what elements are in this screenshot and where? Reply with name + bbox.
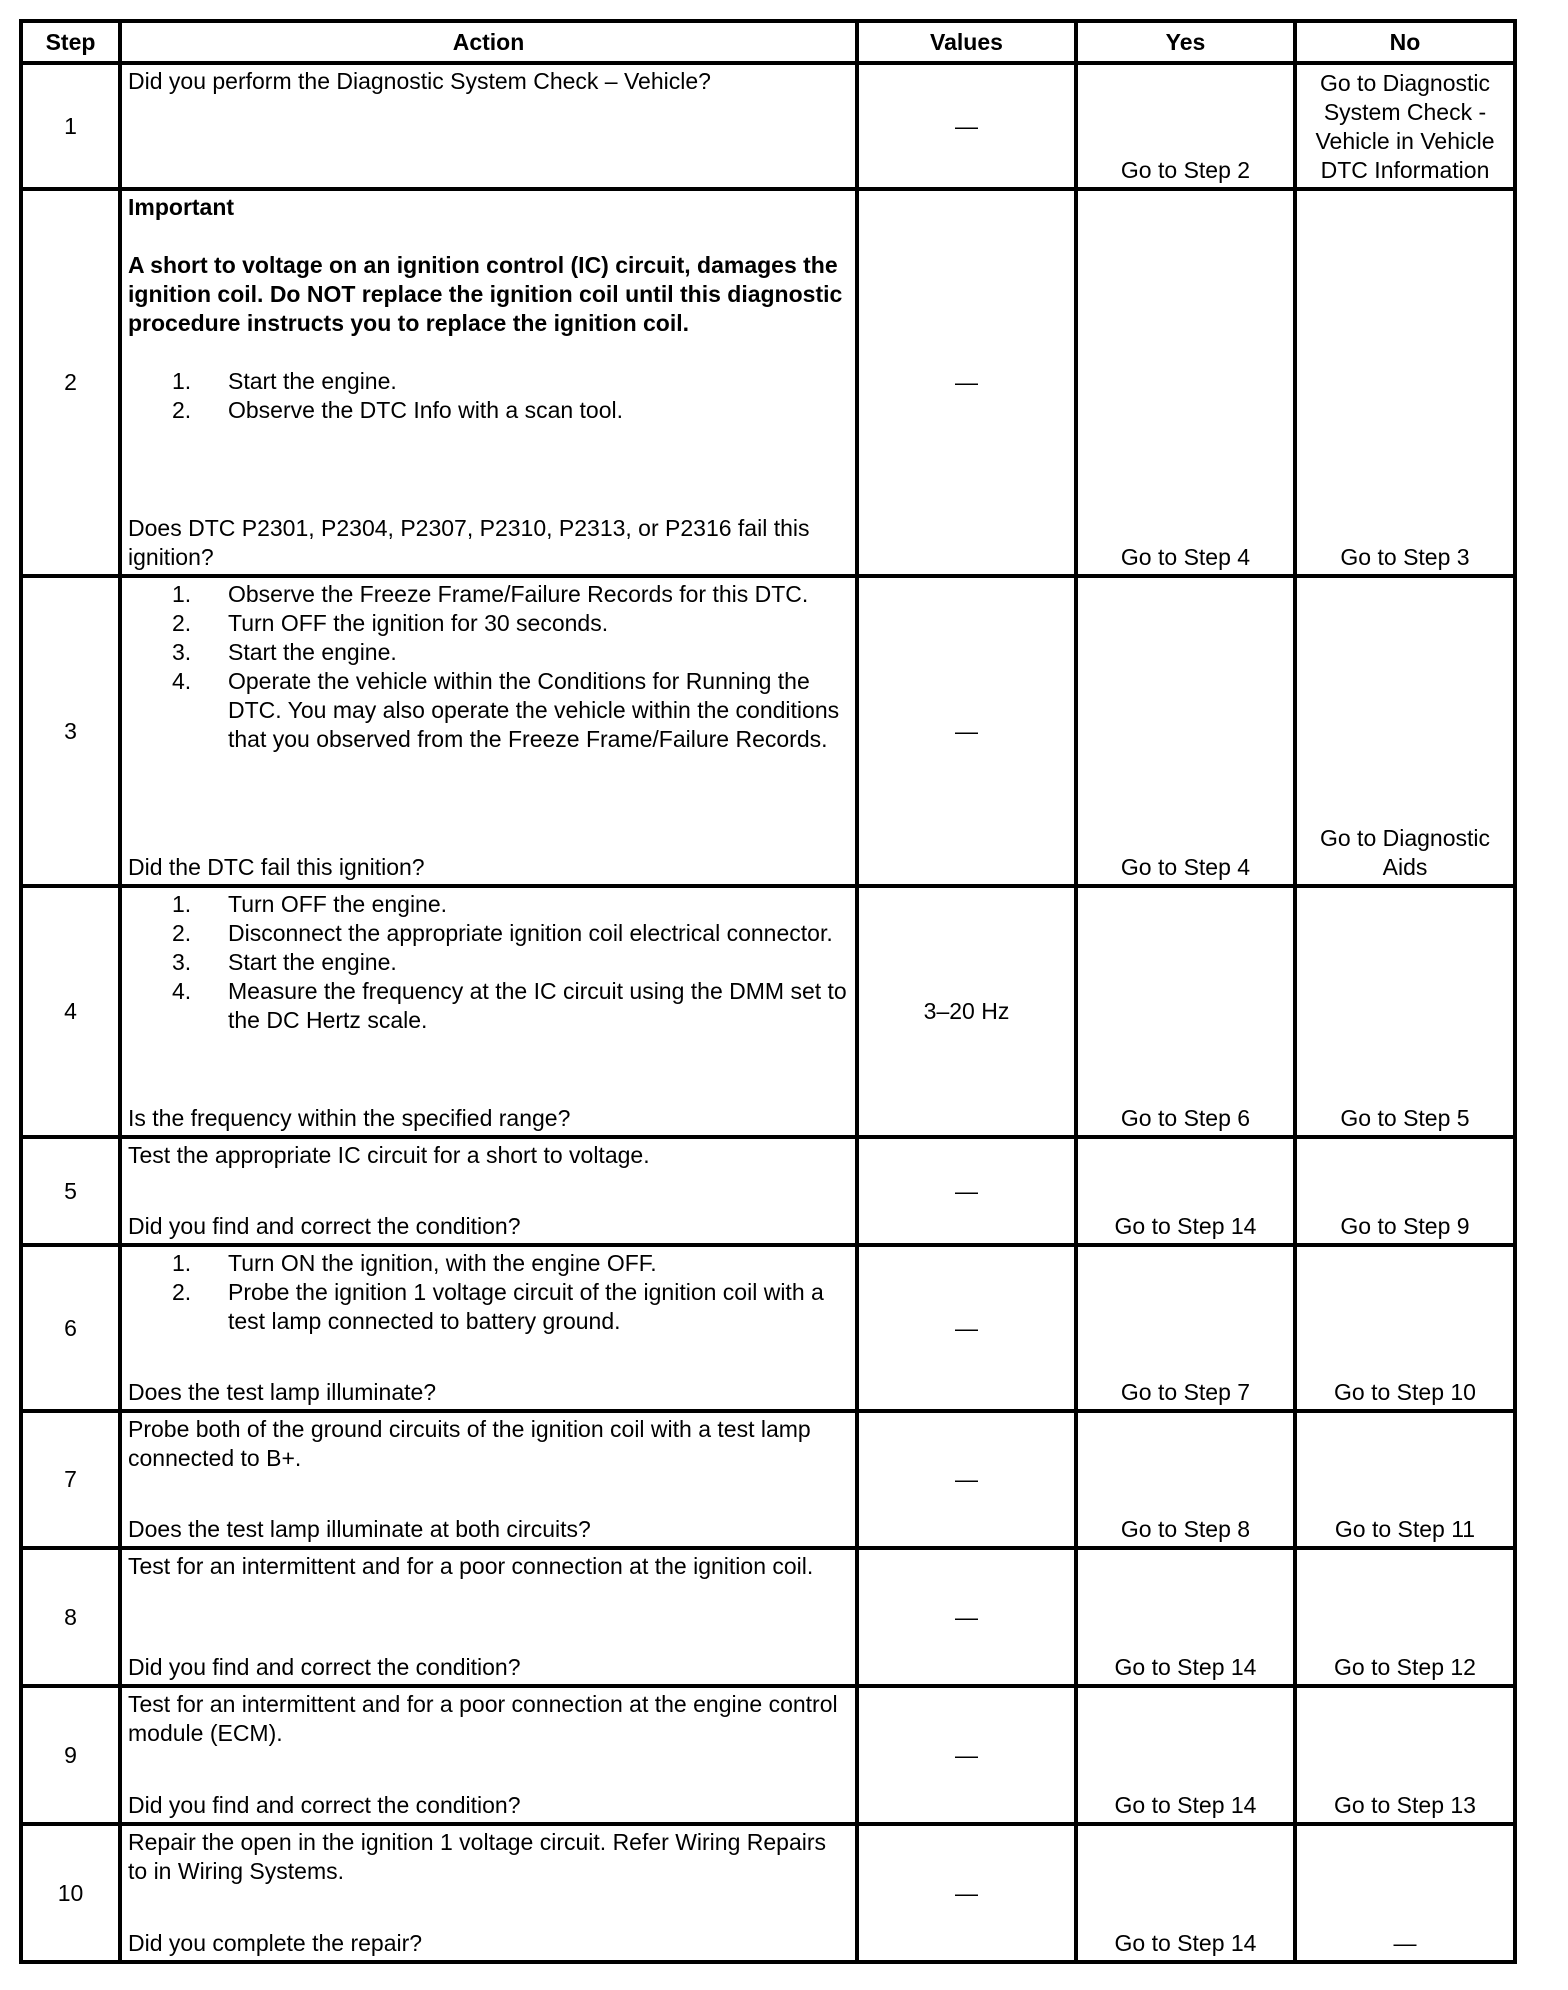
important-note: A short to voltage on an ignition control (IC) circuit, damages the ignition coil. Do NOT replace the ignition coil until this diagnostic procedure instructs you to replace the ignition coil. (128, 252, 843, 336)
action-cell (120, 1548, 857, 1686)
action-text: Test for an intermittent and for a poor connection at the engine control module (ECM). (128, 1691, 838, 1746)
list-number (128, 890, 228, 919)
header-values: Values (857, 21, 1076, 63)
list-number-text: 3. (172, 949, 192, 975)
diagnostic-table (19, 19, 1517, 1964)
header-step: Step (21, 21, 120, 63)
step-number: 6 (21, 1245, 120, 1411)
action-cell (120, 1245, 857, 1411)
step-number: 4 (21, 886, 120, 1137)
action-text: Did the DTC fail this ignition? (128, 854, 425, 880)
action-content (122, 1413, 855, 1546)
action-cell (120, 1824, 857, 1962)
action-text: Did you find and correct the condition? (128, 1654, 521, 1680)
header-yes: Yes (1076, 21, 1295, 63)
list-item (128, 367, 851, 396)
list-item (128, 1249, 851, 1278)
values-cell: — (857, 1245, 1076, 1411)
list-item (128, 977, 851, 1035)
list-number (128, 1249, 228, 1278)
table-row (21, 63, 1515, 189)
list-item-text: Start the engine. (228, 949, 397, 975)
yes-cell: Go to Step 7 (1076, 1245, 1295, 1411)
list-number (128, 977, 228, 1035)
list-item-text: Start the engine. (228, 639, 397, 665)
list-number-text: 2. (172, 920, 192, 946)
no-cell: Go to Diagnostic Aids (1295, 576, 1515, 886)
step-number: 1 (21, 63, 120, 189)
action-cell (120, 1411, 857, 1548)
action-content (122, 191, 855, 574)
step-number: 10 (21, 1824, 120, 1962)
list-item (128, 890, 851, 919)
list-item (128, 919, 851, 948)
list-number-text: 1. (172, 368, 192, 394)
no-cell: Go to Step 12 (1295, 1548, 1515, 1686)
values-cell: — (857, 1137, 1076, 1245)
table-row (21, 189, 1515, 576)
no-cell: Go to Step 10 (1295, 1245, 1515, 1411)
yes-cell: Go to Step 14 (1076, 1137, 1295, 1245)
values-cell: — (857, 1411, 1076, 1548)
list-item-text: Observe the DTC Info with a scan tool. (228, 397, 624, 423)
action-text: Test for an intermittent and for a poor connection at the ignition coil. (128, 1553, 814, 1579)
list-item-text: Turn OFF the ignition for 30 seconds. (228, 610, 609, 636)
list-number-text: 4. (172, 668, 192, 694)
yes-cell: Go to Step 14 (1076, 1824, 1295, 1962)
values-cell: 3–20 Hz (857, 886, 1076, 1137)
action-text: Repair the open in the ignition 1 voltage circuit. Refer Wiring Repairs to in Wiring Systems. (128, 1829, 827, 1884)
values-cell: — (857, 576, 1076, 886)
step-number: 8 (21, 1548, 120, 1686)
list-item-text: Measure the frequency at the IC circuit using the DMM set to the DC Hertz scale. (228, 978, 847, 1033)
step-number: 7 (21, 1411, 120, 1548)
list-item (128, 609, 851, 638)
step-number: 2 (21, 189, 120, 576)
list-number (128, 580, 228, 609)
no-cell: Go to Step 3 (1295, 189, 1515, 576)
table-row (21, 1137, 1515, 1245)
list-number-text: 2. (172, 1279, 192, 1305)
list-item-text: Turn OFF the engine. (228, 891, 448, 917)
table-row (21, 1824, 1515, 1962)
step-number: 9 (21, 1686, 120, 1824)
yes-cell: Go to Step 4 (1076, 576, 1295, 886)
action-content (122, 888, 855, 1135)
table-row (21, 1411, 1515, 1548)
action-text: Did you perform the Diagnostic System Check – Vehicle? (128, 68, 711, 94)
action-cell (120, 63, 857, 189)
action-content (122, 1139, 855, 1243)
action-content (122, 1550, 855, 1684)
list-number-text: 3. (172, 639, 192, 665)
list-number (128, 667, 228, 754)
list-item-text: Operate the vehicle within the Conditions for Running the DTC. You may also operate the vehicle within the conditions that you observed from the Freeze Frame/Failure Records. (228, 668, 840, 752)
yes-cell: Go to Step 6 (1076, 886, 1295, 1137)
values-cell: — (857, 1548, 1076, 1686)
instruction-list (128, 890, 851, 1035)
list-number (128, 948, 228, 977)
list-number-text: 4. (172, 978, 192, 1004)
list-number (128, 919, 228, 948)
list-number (128, 396, 228, 425)
action-text: Test the appropriate IC circuit for a short to voltage. (128, 1142, 650, 1168)
action-text: Probe both of the ground circuits of the ignition coil with a test lamp connected to B+. (128, 1416, 811, 1471)
no-cell: Go to Step 13 (1295, 1686, 1515, 1824)
no-cell: Go to Diagnostic System Check - Vehicle in Vehicle DTC Information (1295, 63, 1515, 189)
list-number-text: 1. (172, 891, 192, 917)
table-row (21, 1686, 1515, 1824)
list-item-text: Turn ON the ignition, with the engine OFF. (228, 1250, 657, 1276)
step-number: 5 (21, 1137, 120, 1245)
yes-cell: Go to Step 8 (1076, 1411, 1295, 1548)
action-content (122, 578, 855, 884)
no-cell: Go to Step 9 (1295, 1137, 1515, 1245)
important-note: Important (128, 194, 235, 220)
action-cell (120, 189, 857, 576)
values-cell: — (857, 189, 1076, 576)
table-row (21, 1548, 1515, 1686)
list-item-text: Observe the Freeze Frame/Failure Records for this DTC. (228, 581, 809, 607)
no-cell: — (1295, 1824, 1515, 1962)
list-number-text: 1. (172, 581, 192, 607)
table-row (21, 886, 1515, 1137)
list-number (128, 367, 228, 396)
header-no: No (1295, 21, 1515, 63)
table-row (21, 1245, 1515, 1411)
action-content (122, 1826, 855, 1960)
values-cell: — (857, 63, 1076, 189)
step-number: 3 (21, 576, 120, 886)
yes-cell: Go to Step 2 (1076, 63, 1295, 189)
list-number (128, 1278, 228, 1336)
action-content (122, 1247, 855, 1409)
action-text: Did you find and correct the condition? (128, 1213, 521, 1239)
instruction-list (128, 367, 851, 425)
list-item-text: Start the engine. (228, 368, 397, 394)
action-cell (120, 886, 857, 1137)
list-number-text: 1. (172, 1250, 192, 1276)
action-content (122, 1688, 855, 1822)
instruction-list (128, 580, 851, 754)
no-cell: Go to Step 11 (1295, 1411, 1515, 1548)
instruction-list (128, 1249, 851, 1336)
no-cell: Go to Step 5 (1295, 886, 1515, 1137)
list-item (128, 948, 851, 977)
list-item (128, 1278, 851, 1336)
action-cell (120, 576, 857, 886)
list-number-text: 2. (172, 397, 192, 423)
list-number (128, 609, 228, 638)
header-row (21, 21, 1515, 63)
list-item (128, 667, 851, 754)
list-item (128, 396, 851, 425)
yes-cell: Go to Step 14 (1076, 1686, 1295, 1824)
header-action: Action (120, 21, 857, 63)
list-item (128, 638, 851, 667)
action-text: Does the test lamp illuminate? (128, 1379, 437, 1405)
action-cell (120, 1137, 857, 1245)
list-item-text: Disconnect the appropriate ignition coil electrical connector. (228, 920, 833, 946)
values-cell: — (857, 1824, 1076, 1962)
action-text: Did you find and correct the condition? (128, 1792, 521, 1818)
action-text: Does DTC P2301, P2304, P2307, P2310, P2313, or P2316 fail this ignition? (128, 515, 810, 570)
values-cell: — (857, 1686, 1076, 1824)
list-number (128, 638, 228, 667)
action-text: Is the frequency within the specified range? (128, 1105, 571, 1131)
action-cell (120, 1686, 857, 1824)
action-text: Does the test lamp illuminate at both circuits? (128, 1516, 591, 1542)
yes-cell: Go to Step 4 (1076, 189, 1295, 576)
action-content (122, 65, 855, 187)
list-item (128, 580, 851, 609)
action-text: Did you complete the repair? (128, 1930, 423, 1956)
list-number-text: 2. (172, 610, 192, 636)
table-row (21, 576, 1515, 886)
list-item-text: Probe the ignition 1 voltage circuit of the ignition coil with a test lamp connected to battery ground. (228, 1279, 824, 1334)
yes-cell: Go to Step 14 (1076, 1548, 1295, 1686)
